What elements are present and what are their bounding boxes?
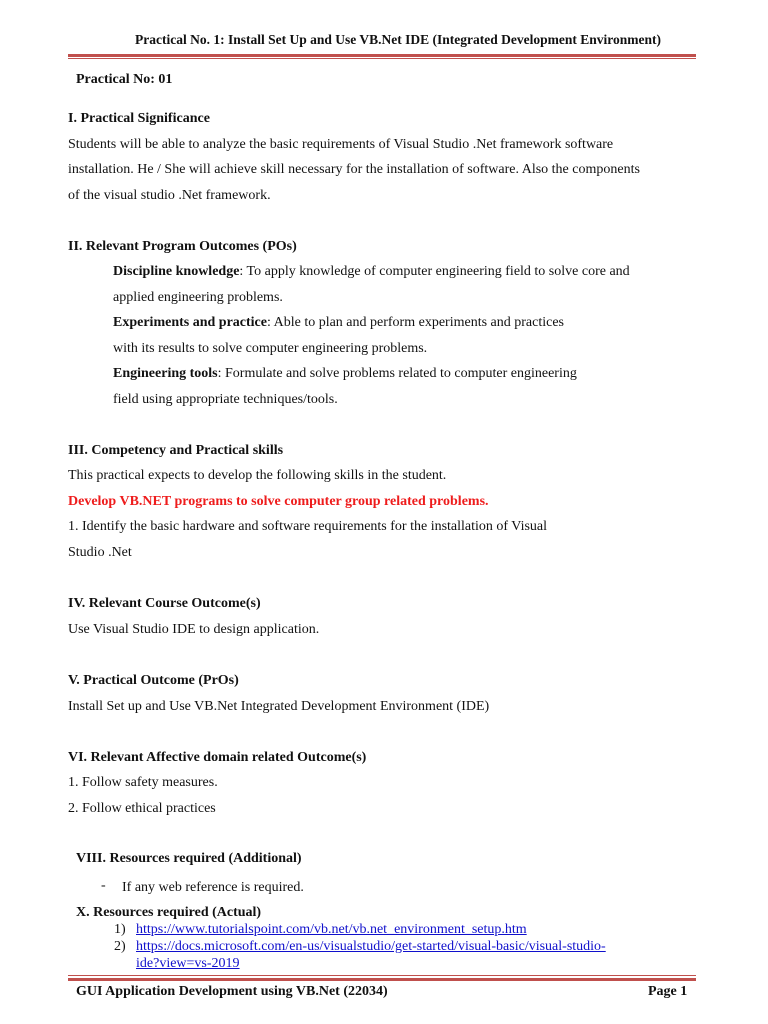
section-8-item: If any web reference is required. xyxy=(122,880,304,895)
microsoft-docs-link[interactable]: https://docs.microsoft.com/en-us/visualstudio/get-started/visual-basic/visual-studio- xyxy=(136,939,606,954)
section-8-heading: VIII. Resources required (Additional) xyxy=(76,851,302,866)
section-3-heading: III. Competency and Practical skills xyxy=(68,443,284,458)
po-experiments-practice-cont: with its results to solve computer engineering problems. xyxy=(113,341,428,356)
link-1-number: 1) xyxy=(114,922,126,937)
section-1-line-1: Students will be able to analyze the basic requirements of Visual Studio .Net framework software xyxy=(68,137,614,152)
section-3-item-1-cont: Studio .Net xyxy=(68,545,132,560)
po-term: Discipline knowledge xyxy=(113,264,240,279)
section-6-item-2: 2. Follow ethical practices xyxy=(68,801,216,816)
section-3-highlight: Develop VB.NET programs to solve computer group related problems. xyxy=(68,494,489,509)
section-5-text: Install Set up and Use VB.Net Integrated Development Environment (IDE) xyxy=(68,699,490,714)
po-engineering-tools-cont: field using appropriate techniques/tools. xyxy=(113,392,338,407)
po-term: Engineering tools xyxy=(113,366,218,381)
section-3-item-1: 1. Identify the basic hardware and software requirements for the installation of Visual xyxy=(68,519,548,534)
po-term: Experiments and practice xyxy=(113,315,267,330)
tutorialspoint-link[interactable]: https://www.tutorialspoint.com/vb.net/vb.net_environment_setup.htm xyxy=(136,922,527,937)
section-1-line-3: of the visual studio .Net framework. xyxy=(68,188,271,203)
header-rule xyxy=(68,54,696,57)
footer-rule-thin xyxy=(68,975,696,976)
microsoft-docs-link-cont[interactable]: ide?view=vs-2019 xyxy=(136,956,240,971)
page-header: Practical No. 1: Install Set Up and Use VB.Net IDE (Integrated Development Environment) xyxy=(135,32,661,47)
section-6-heading: VI. Relevant Affective domain related Outcome(s) xyxy=(68,750,367,765)
section-6-item-1: 1. Follow safety measures. xyxy=(68,775,218,790)
footer-course: GUI Application Development using VB.Net (22034) xyxy=(76,984,388,999)
section-3-intro: This practical expects to develop the following skills in the student. xyxy=(68,468,447,483)
section-4-text: Use Visual Studio IDE to design application. xyxy=(68,622,320,637)
po-text: : To apply knowledge of computer engineering field to solve core and xyxy=(239,264,630,279)
po-discipline-knowledge xyxy=(113,264,630,280)
footer-rule xyxy=(68,978,696,981)
po-text: : Formulate and solve problems related to computer engineering xyxy=(217,366,577,381)
section-5-heading: V. Practical Outcome (PrOs) xyxy=(68,673,239,688)
po-text: : Able to plan and perform experiments and practices xyxy=(266,315,564,330)
link-2-number: 2) xyxy=(114,939,126,954)
po-engineering-tools xyxy=(113,366,577,382)
po-experiments-practice xyxy=(113,315,564,331)
section-1-heading: I. Practical Significance xyxy=(68,111,210,126)
footer-page-number: Page 1 xyxy=(648,984,688,999)
bullet-dash: - xyxy=(101,878,106,893)
section-1-line-2: installation. He / She will achieve skill necessary for the installation of software. Also the components xyxy=(68,162,640,177)
section-2-heading: II. Relevant Program Outcomes (POs) xyxy=(68,239,297,254)
header-rule-thin xyxy=(68,58,696,59)
practical-number: Practical No: 01 xyxy=(76,72,173,87)
section-10-heading: X. Resources required (Actual) xyxy=(76,905,262,920)
section-4-heading: IV. Relevant Course Outcome(s) xyxy=(68,596,261,611)
po-discipline-knowledge-cont: applied engineering problems. xyxy=(113,290,283,305)
